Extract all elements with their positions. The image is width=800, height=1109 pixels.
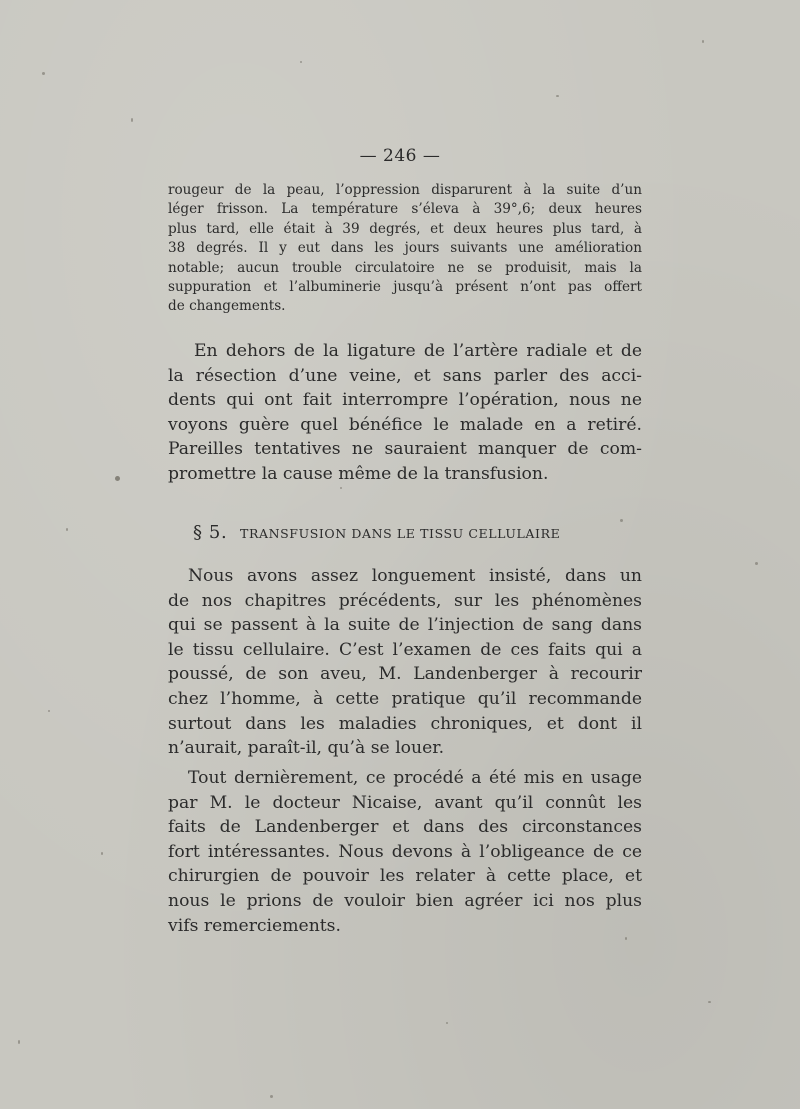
text-line: plus tard, elle était à 39 degrés, et deux heures plus tard, à xyxy=(168,220,642,237)
text-line: suppuration et l’albuminerie jusqu’à présent n’ont pas offert xyxy=(168,279,642,296)
paper-speck xyxy=(42,72,45,75)
paper-speck xyxy=(446,1022,448,1024)
text-line: de nos chapitres précédents, sur les phénomènes xyxy=(168,590,642,611)
text-line: notable; aucun trouble circulatoire ne se produisit, mais la xyxy=(168,259,642,276)
paper-speck xyxy=(18,1040,20,1044)
paper-speck xyxy=(620,519,623,522)
paragraph-tissu-cellulaire xyxy=(168,564,642,761)
text-line: nous le prions de vouloir bien agréer ici nos plus xyxy=(168,890,642,911)
paper-speck xyxy=(556,95,559,97)
paper-speck xyxy=(300,61,302,63)
paper-speck xyxy=(101,852,103,855)
text-line: chez l’homme, à cette pratique qu’il recommande xyxy=(168,688,642,709)
text-line: chirurgien de pouvoir les relater à cette place, et xyxy=(168,866,642,887)
text-line: surtout dans les maladies chroniques, et dont il xyxy=(168,713,642,734)
text-line: rougeur de la peau, l’oppression disparurent à la suite d’un xyxy=(168,182,642,198)
text-line: poussé, de son aveu, M. Landenberger à recourir xyxy=(168,664,642,685)
paper-speck xyxy=(702,40,704,43)
text-line: fort intéressantes. Nous devons à l’obligeance de ce xyxy=(168,841,642,862)
text-line: Pareilles tentatives ne sauraient manquer de com- xyxy=(168,439,642,460)
text-line: par M. le docteur Nicaise, avant qu’il connût les xyxy=(168,792,642,813)
text-line: Nous avons assez longuement insisté, dans un xyxy=(188,566,642,586)
text-line: léger frisson. La température s’éleva à 39°,6; deux heures xyxy=(168,201,642,218)
paper-speck xyxy=(340,487,342,489)
text-line: En dehors de la ligature de l’artère radiale et de xyxy=(194,341,642,361)
text-line: Tout dernièrement, ce procédé a été mis en usage xyxy=(188,768,642,788)
paper-speck xyxy=(48,710,50,712)
text-line: de changements. xyxy=(168,298,286,315)
section-title: TRANSFUSION DANS LE TISSU CELLULAIRE xyxy=(240,526,561,541)
page-number: — 246 — xyxy=(359,146,441,166)
paper-speck xyxy=(66,528,68,531)
paper-speck xyxy=(270,1095,273,1098)
text-line: la résection d’une veine, et sans parler des acci- xyxy=(168,365,642,386)
text-line: qui se passent à la suite de l’injection de sang dans xyxy=(168,615,642,636)
paper-speck xyxy=(625,937,627,940)
paper-speck xyxy=(755,562,758,565)
section-heading xyxy=(193,522,560,543)
text-line: vifs remerciements. xyxy=(168,915,341,936)
section-number: § 5. xyxy=(193,522,228,543)
text-line: dents qui ont fait interrompre l’opération, nous ne xyxy=(168,390,642,411)
text-line: 38 degrés. Il y eut dans les jours suivants une amélioration xyxy=(168,240,642,257)
text-line: voyons guère quel bénéfice le malade en a retiré. xyxy=(168,414,642,435)
text-line: faits de Landenberger et dans des circonstances xyxy=(168,817,642,838)
paragraph-nicaise xyxy=(168,766,642,938)
paragraph-ligature xyxy=(168,339,642,487)
paper-speck xyxy=(131,118,133,122)
text-line: n’aurait, paraît-il, qu’à se louer. xyxy=(168,738,445,759)
text-line: promettre la cause même de la transfusion. xyxy=(168,463,549,484)
text-line: le tissu cellulaire. C’est l’examen de ces faits qui a xyxy=(168,639,642,660)
paper-speck xyxy=(115,476,120,481)
paragraph-small-print xyxy=(168,181,642,317)
paper-speck xyxy=(708,1001,711,1003)
